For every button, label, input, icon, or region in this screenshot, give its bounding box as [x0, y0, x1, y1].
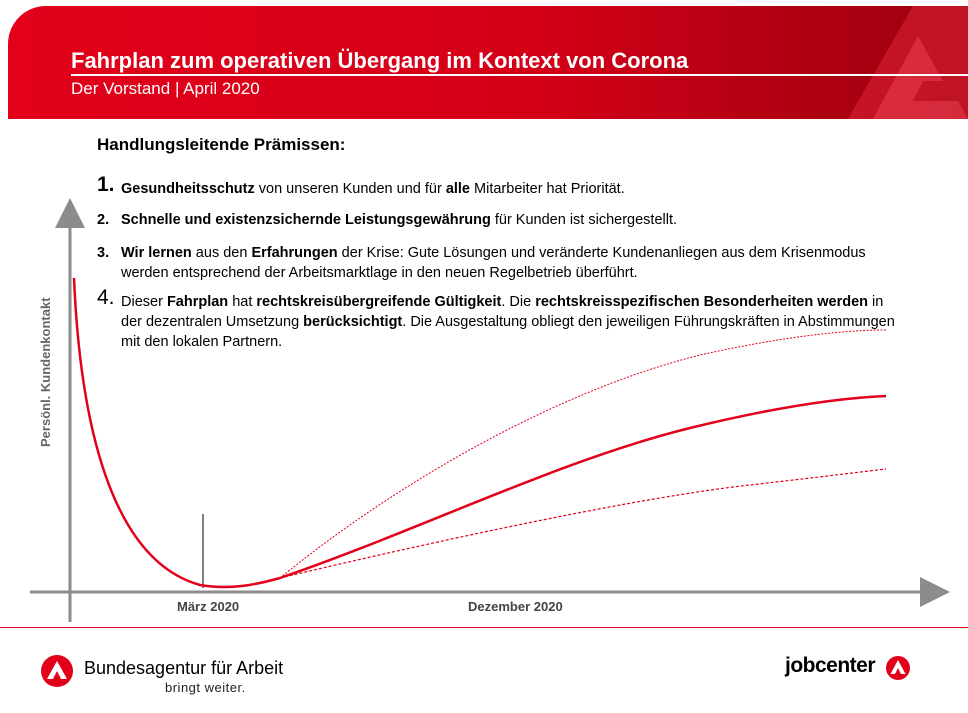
scenario-upper-curve: [280, 330, 886, 578]
scenario-lower-curve: [280, 469, 886, 578]
page-subtitle: Der Vorstand | April 2020: [71, 79, 260, 98]
premise-number: 4.: [97, 286, 115, 309]
jobcenter-logo-icon: [885, 655, 911, 681]
premise-3: 3. Wir lernen aus den Erfahrungen der Krise: Gute Lösungen und veränderte Kundenanliegen aus dem Krisenmodus werden entsprechend der Arbeitsmarktlage in den neuen Regelbetrieb überführt.: [97, 245, 866, 281]
premise-2: 2. Schnelle und existenzsichernde Leistungsgewährung für Kunden ist sichergestellt.: [97, 212, 678, 228]
premise-1: 1. Gesundheitsschutz von unseren Kunden und für alle Mitarbeiter hat Priorität.: [97, 173, 625, 197]
x-tick-december-2020: Dezember 2020: [468, 599, 563, 614]
premise-number: 3.: [97, 245, 110, 261]
premise-4: 4. Dieser Fahrplan hat rechtskreisübergreifende Gültigkeit. Die rechtskreisspezifischen Besonderheiten werden in der dezentralen Umsetzung berücksichtigt. Die Ausgestaltung obliegt den jeweiligen Führungskräften in Abstimmungen mit den lokalen Partnern.: [97, 286, 895, 350]
y-axis-label: Persönl. Kundenkontakt: [38, 297, 53, 447]
ba-brand-name: Bundesagentur für Arbeit: [84, 658, 284, 678]
x-tick-march-2020: März 2020: [177, 599, 240, 614]
jobcenter-brand-name: jobcenter: [785, 654, 876, 677]
ba-tagline: bringt weiter.: [165, 680, 246, 695]
premise-number: 1.: [97, 173, 115, 196]
scenario-main-curve: [280, 396, 886, 578]
premise-number: 2.: [97, 212, 110, 228]
ba-logo-icon: [40, 654, 74, 688]
premises-heading: Handlungsleitende Prämissen:: [97, 135, 346, 154]
page-title: Fahrplan zum operativen Übergang im Kontext von Corona: [71, 48, 689, 73]
footer-divider: [0, 627, 968, 628]
